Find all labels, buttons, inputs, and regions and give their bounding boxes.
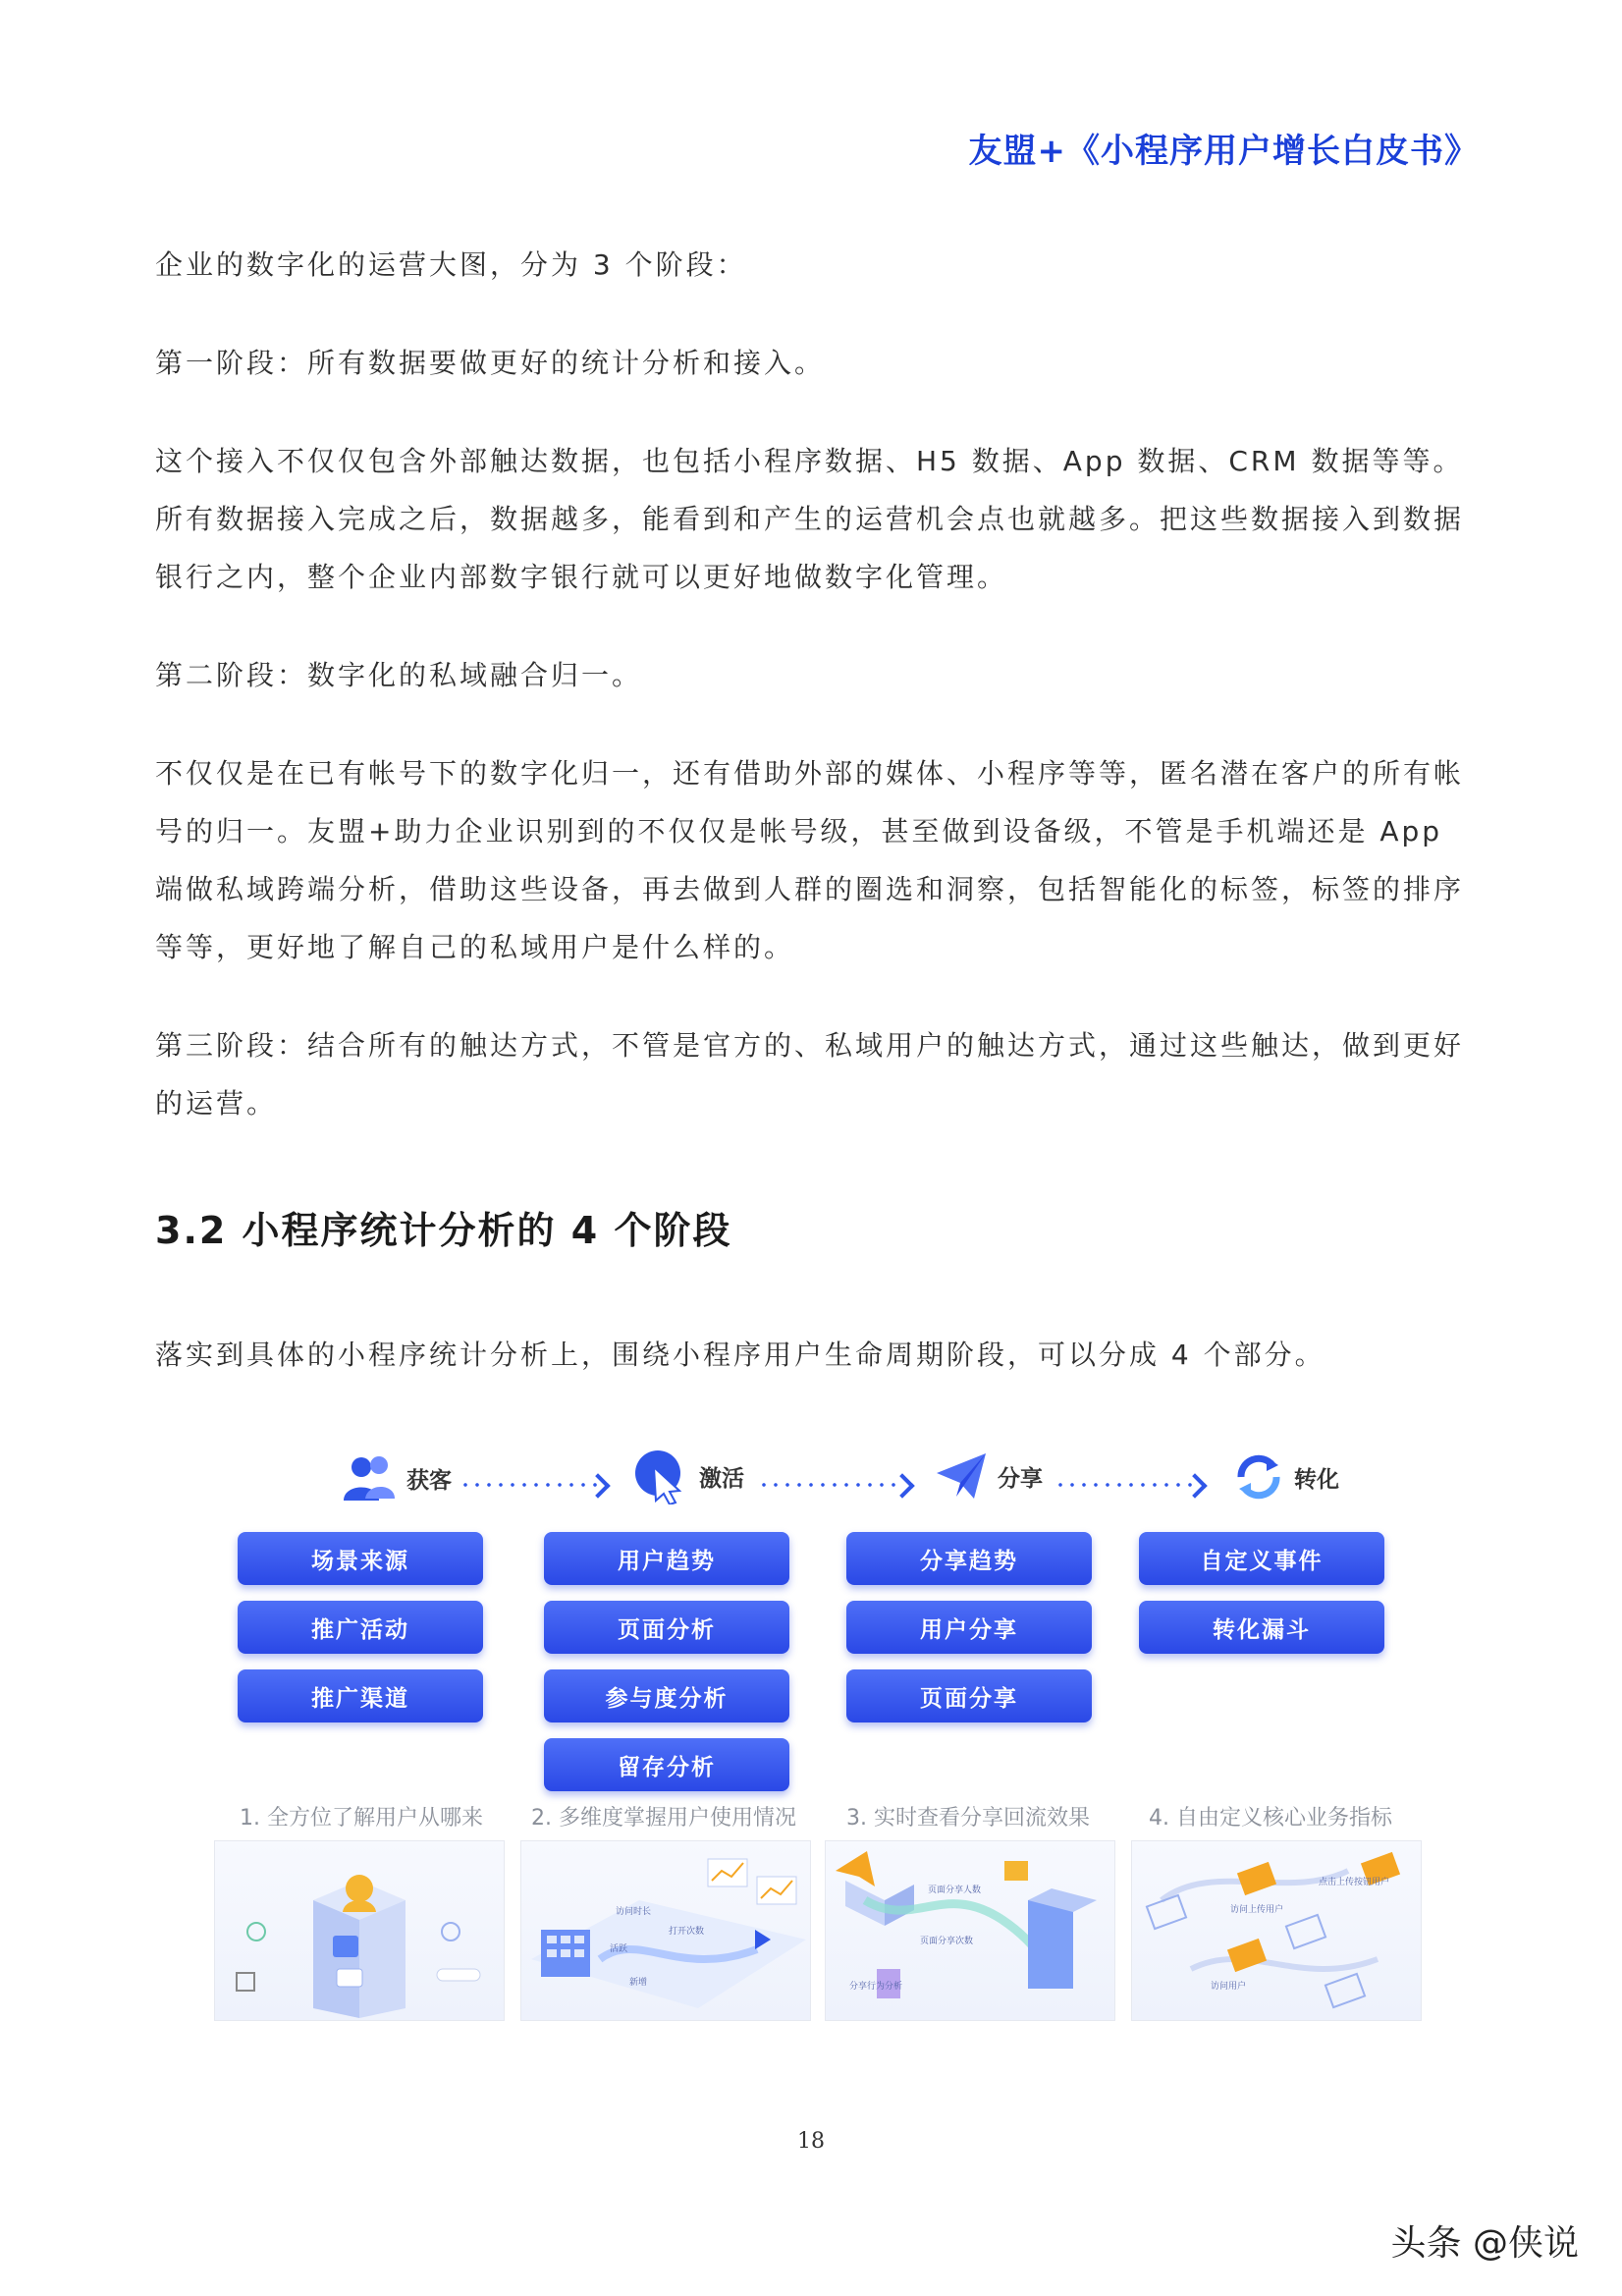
thumb-convert-illustration: [1131, 1840, 1422, 2021]
body-text: [155, 236, 1483, 1132]
section-heading: 3.2 小程序统计分析的 4 个阶段: [155, 1209, 732, 1252]
document-header-title: 友盟+《小程序用户增长白皮书》: [968, 132, 1479, 171]
thumb-label: 分享行为分析: [849, 1982, 903, 1992]
btn-user-trend[interactable]: 用户趋势: [544, 1532, 789, 1585]
thumb-label: 访问时长: [616, 1907, 652, 1917]
btn-page-share[interactable]: 页面分享: [846, 1669, 1092, 1722]
btn-engagement-analysis[interactable]: 参与度分析: [544, 1669, 789, 1722]
btn-user-share[interactable]: 用户分享: [846, 1601, 1092, 1654]
thumb-label: 打开次数: [669, 1927, 705, 1937]
paper-plane-icon: [935, 1451, 988, 1501]
users-icon: [342, 1453, 397, 1503]
stage-convert: [1233, 1451, 1339, 1503]
btn-share-trend[interactable]: 分享趋势: [846, 1532, 1092, 1585]
thumb-label: 页面分享人数: [928, 1886, 982, 1895]
stage-acquire: [342, 1453, 452, 1503]
paragraph: 第二阶段：数字化的私域融合归一。: [155, 659, 643, 691]
stage-activate: [632, 1448, 744, 1504]
paragraph: 企业的数字化的运营大图，分为 3 个阶段：: [155, 248, 747, 281]
btn-retention-analysis[interactable]: 留存分析: [544, 1738, 789, 1791]
thumb-acquire-illustration: [214, 1840, 505, 2021]
stage-label: 激活: [699, 1465, 744, 1492]
stage-caption: 1. 全方位了解用户从哪来: [240, 1806, 483, 1831]
btn-conversion-funnel[interactable]: 转化漏斗: [1139, 1601, 1384, 1654]
stage-label: 分享: [998, 1465, 1043, 1492]
thumb-label: 活跃: [610, 1944, 628, 1954]
page-number: 18: [797, 2129, 825, 2154]
stage-share: [935, 1451, 1043, 1501]
btn-page-analysis[interactable]: 页面分析: [544, 1601, 789, 1654]
paragraph: 这个接入不仅仅包含外部触达数据，也包括小程序数据、H5 数据、App 数据、CRM 数据等等。所有数据接入完成之后，数据越多，能看到和产生的运营机会点也就越多。把这些数据接入到数据银行之内，整个企业内部数字银行就可以更好地做数字化管理。: [155, 445, 1465, 593]
thumb-label: 点击上传按钮用户: [1319, 1878, 1390, 1887]
thumb-label: 新增: [629, 1978, 648, 1988]
paragraph: 第一阶段：所有数据要做更好的统计分析和接入。: [155, 347, 826, 379]
btn-custom-event[interactable]: 自定义事件: [1139, 1532, 1384, 1585]
cursor-click-icon: [632, 1448, 689, 1504]
stage-caption: 4. 自由定义核心业务指标: [1149, 1806, 1392, 1831]
stage-caption: 3. 实时查看分享回流效果: [846, 1806, 1090, 1831]
stage-flow: [0, 1446, 1622, 1524]
stage-caption: 2. 多维度掌握用户使用情况: [531, 1806, 796, 1831]
stage-label: 获客: [406, 1467, 452, 1494]
stage-label: 转化: [1294, 1466, 1339, 1493]
btn-promo-channel[interactable]: 推广渠道: [238, 1669, 483, 1722]
thumb-activate-illustration: [520, 1840, 811, 2021]
paragraph: 不仅仅是在已有帐号下的数字化归一，还有借助外部的媒体、小程序等等，匿名潜在客户的所有帐号的归一。友盟+助力企业识别到的不仅仅是帐号级，甚至做到设备级，不管是手机端还是 App 端做私域跨端分析，借助这些设备，再去做到人群的圈选和洞察，包括智能化的标签，标签的排序等等，更好地了解自己的私域用户是什么样的。: [155, 757, 1465, 963]
thumb-label: 访问用户: [1211, 1982, 1247, 1992]
paragraph: 第三阶段：结合所有的触达方式，不管是官方的、私域用户的触达方式，通过这些触达，做到更好的运营。: [155, 1029, 1465, 1120]
thumb-share-illustration: [825, 1840, 1115, 2021]
watermark: 头条 @侠说: [1390, 2223, 1579, 2264]
section-intro: 落实到具体的小程序统计分析上，围绕小程序用户生命周期阶段，可以分成 4 个部分。: [155, 1339, 1325, 1371]
btn-promo-activity[interactable]: 推广活动: [238, 1601, 483, 1654]
thumb-label: 访问上传用户: [1230, 1905, 1284, 1915]
btn-scene-source[interactable]: 场景来源: [238, 1532, 483, 1585]
refresh-icon: [1233, 1451, 1284, 1503]
thumb-label: 页面分享次数: [920, 1937, 974, 1946]
